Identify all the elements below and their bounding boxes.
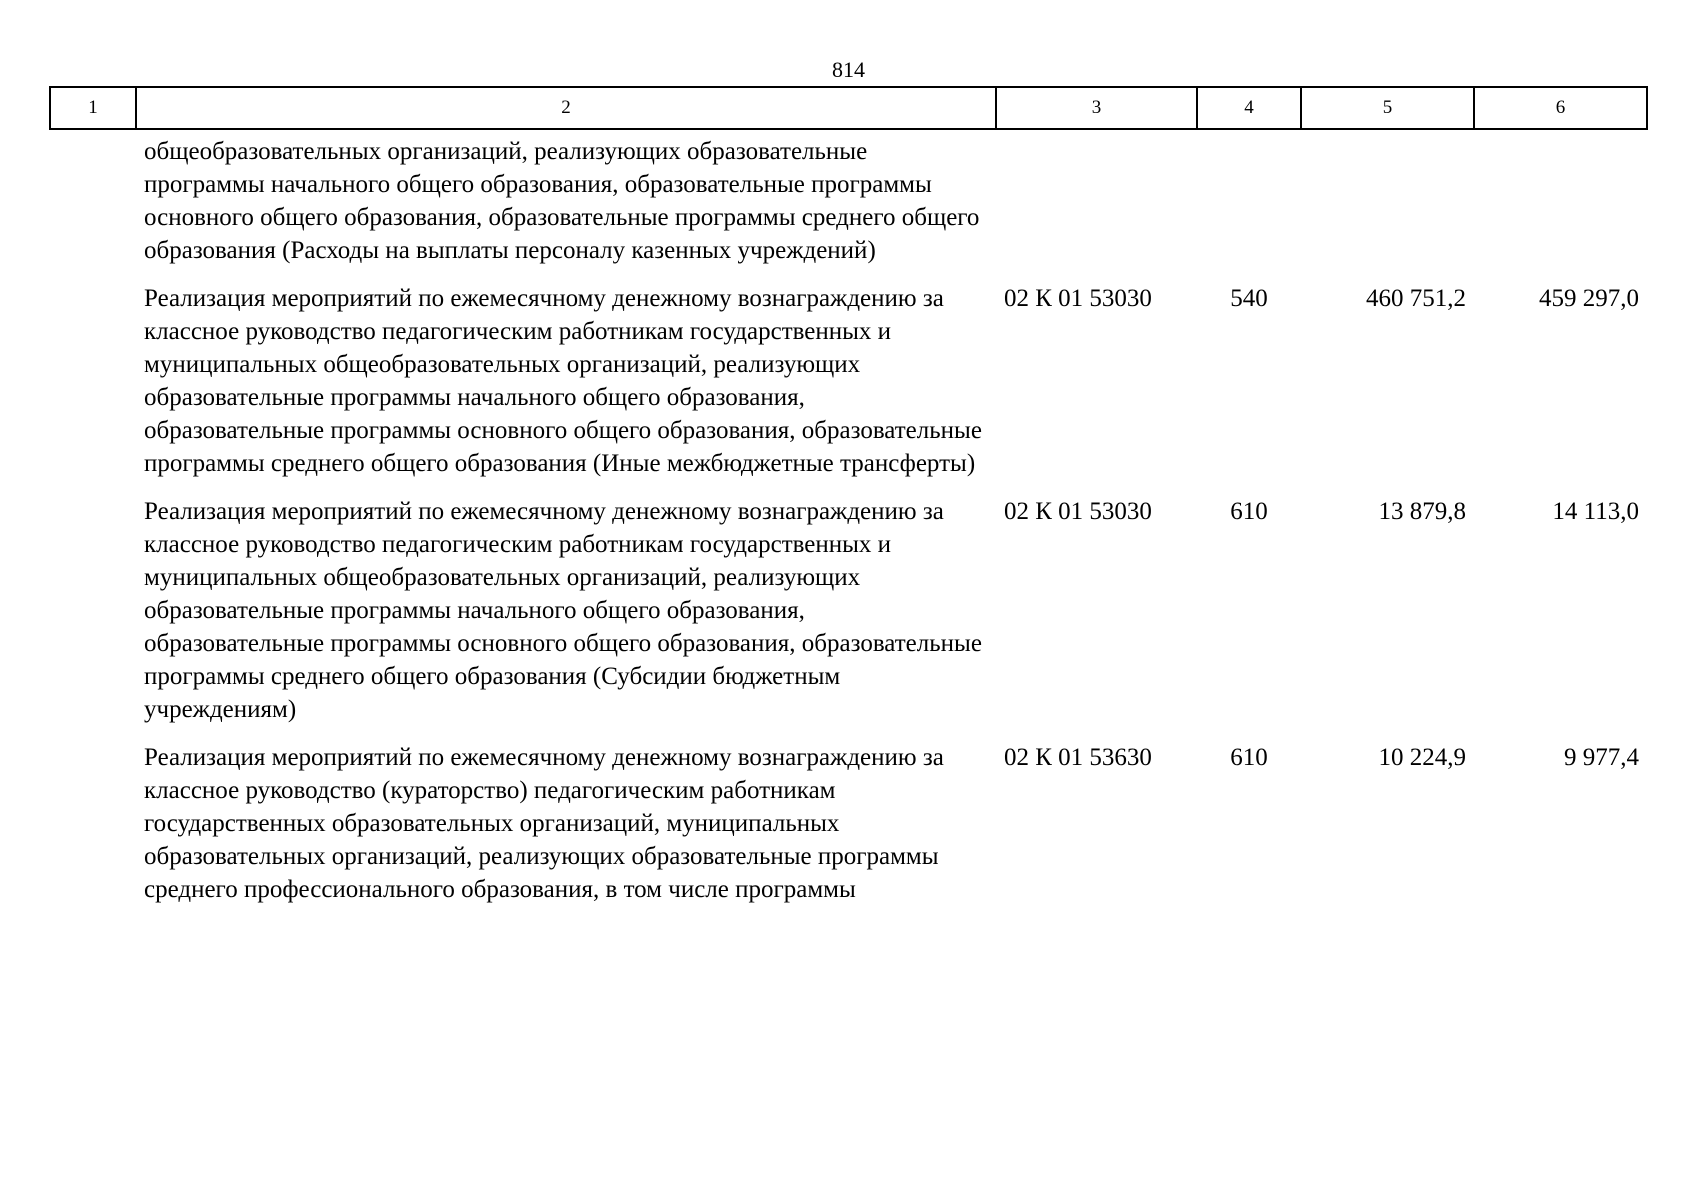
row-number-cell (50, 129, 136, 282)
header-col-1: 1 (50, 87, 136, 129)
amount-2-cell: 14 113,0 (1552, 498, 1639, 525)
row-number-cell (50, 282, 136, 495)
code-cell: 02 К 01 53030 (1004, 498, 1152, 525)
expense-kind-cell: 610 (1230, 744, 1268, 771)
header-col-3: 3 (996, 87, 1197, 129)
expense-kind-cell: 540 (1230, 285, 1268, 312)
code-cell: 02 К 01 53030 (1004, 285, 1152, 312)
expense-kind-cell (1197, 129, 1301, 282)
description-cell: Реализация мероприятий по ежемесячному денежному вознаграждению за классное руководство педагогическим работникам государственных и муниципальных общеобразовательных организаций, реализующих образовательные программы начального общего образования, образовательные программы основного общего образования, образовательные программы среднего общего образования (Субсидии бюджетным учреждениям) (144, 498, 982, 723)
page-number: 814 (832, 57, 865, 82)
amount-1-cell: 10 224,9 (1378, 744, 1466, 771)
description-cell: Реализация мероприятий по ежемесячному денежному вознаграждению за классное руководство педагогическим работникам государственных и муниципальных общеобразовательных организаций, реализующих образовательные программы начального общего образования, образовательные программы основного общего образования, образовательные программы среднего общего образования (Иные межбюджетные трансферты) (144, 285, 982, 477)
row-number-cell (50, 495, 136, 741)
amount-1-cell (1301, 129, 1474, 282)
row-number-cell (50, 741, 136, 921)
header-col-2: 2 (136, 87, 996, 129)
table-row (50, 129, 1647, 282)
code-cell (996, 129, 1197, 282)
amount-2-cell: 459 297,0 (1539, 285, 1639, 312)
amount-1-cell: 460 751,2 (1366, 285, 1466, 312)
header-row (50, 87, 1647, 129)
amount-2-cell (1474, 129, 1647, 282)
description-cell: общеобразовательных организаций, реализующих образовательные программы начального общего образования, образовательные программы основного общего образования, образовательные программы среднего общего образования (Расходы на выплаты персоналу казенных учреждений) (144, 138, 980, 264)
table-body (50, 129, 1647, 921)
code-cell: 02 К 01 53630 (1004, 744, 1152, 771)
expense-kind-cell: 610 (1230, 498, 1268, 525)
description-cell: Реализация мероприятий по ежемесячному денежному вознаграждению за классное руководство (кураторство) педагогическим работникам государственных образовательных организаций, муниципальных образовательных организаций, реализующих образовательные программы среднего профессионального образования, в том числе программы (144, 744, 944, 903)
header-col-5: 5 (1301, 87, 1474, 129)
table-row (50, 741, 1647, 921)
budget-table (49, 86, 1648, 921)
amount-2-cell: 9 977,4 (1564, 744, 1639, 771)
table-header (50, 87, 1647, 129)
header-col-4: 4 (1197, 87, 1301, 129)
header-col-6: 6 (1474, 87, 1647, 129)
table-row (50, 495, 1647, 741)
table-row (50, 282, 1647, 495)
amount-1-cell: 13 879,8 (1378, 498, 1466, 525)
